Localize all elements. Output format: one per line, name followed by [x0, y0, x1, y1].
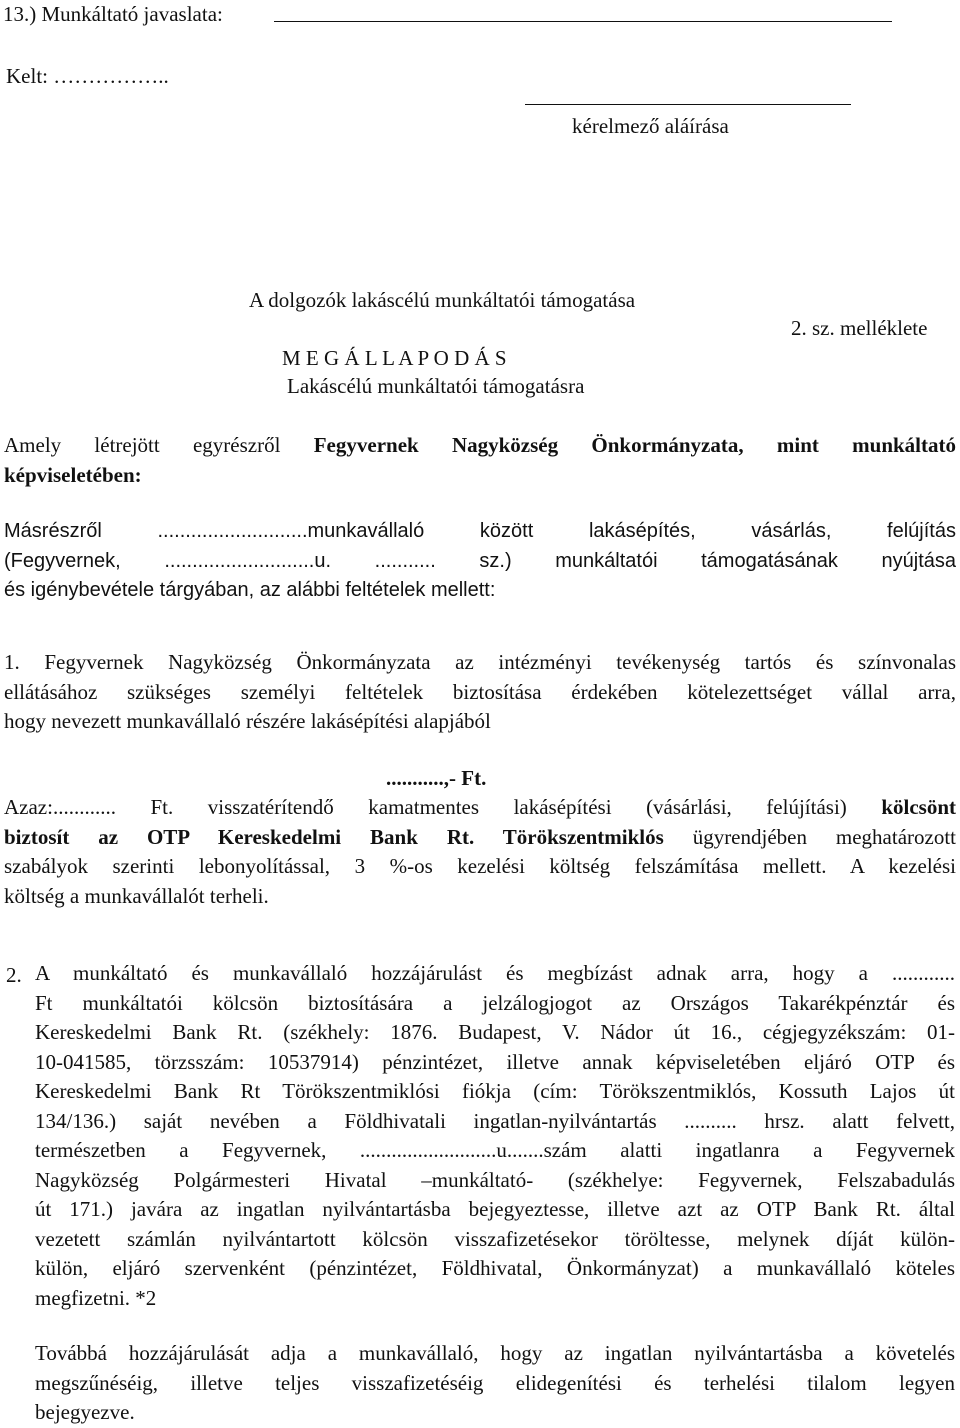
section-2-line: vezetett számlán nyilvántartott kölcsön visszafizetésekor töröltesse, melynek díját külön- [35, 1226, 955, 1251]
section-2-line: Nagyközség Polgármesteri Hivatal –munkáltató- (székhelye: Fegyvernek, Felszabadulás [35, 1167, 955, 1192]
item13-answer-line [274, 21, 892, 22]
section-1-line-7: költség a munkavállalót terheli. [4, 883, 269, 908]
section-2-line: természetben a Fegyvernek, ..........................u.......szám alatti ingatlanra a Fegyvernek [35, 1138, 955, 1162]
section-2-line: út 171.) javára az ingatlan nyilvántartásba bejegyeztesse, illetve azt az OTP Bank Rt. által [35, 1197, 955, 1221]
section-2-line: Ft munkáltatói kölcsön biztosítására a jelzálogjogot az Országos Takarékpénztár és [35, 990, 955, 1015]
section-1-line-1: 1. Fegyvernek Nagyközség Önkormányzata az intézményi tevékenység tartós és színvonalas [4, 650, 956, 674]
azaz-line: Azaz:............ Ft. visszatérítendő kamatmentes lakásépítési (vásárlási, felújítási) kölcsönt [4, 795, 956, 819]
intro-line-1: Amely létrejött egyrészről Fegyvernek Nagyközség Önkormányzata, mint munkáltató [4, 433, 957, 457]
kelt-label: Kelt: …………….. [6, 64, 169, 88]
intro-line-2: képviseletében: [4, 462, 142, 487]
parties-line-2: (Fegyvernek, ...........................u. ........... sz.) munkáltatói támogatásának nyújtása [4, 549, 956, 572]
section-2-line: külön, eljáró szervenként (pénzintézet, Földhivatal, Önkormányzat) a munkavállaló köteles [35, 1256, 955, 1280]
section-1-line-3: hogy nevezett munkavállaló részére lakásépítési alapjából [4, 709, 491, 733]
section-2-line: A munkáltató és munkavállaló hozzájárulást és megbízást adnak arra, hogy a ............ [35, 961, 955, 985]
signature-line [525, 104, 851, 105]
section-1-line-2: ellátásához szükséges személyi feltételek biztosítása érdekében kötelezettséget vállal arra, [4, 679, 956, 704]
parties-paragraph [4, 517, 956, 606]
annex-label: 2. sz. melléklete [791, 316, 928, 340]
item13-label: 13.) Munkáltató javaslata: [3, 2, 223, 26]
signature-caption: kérelmező aláírása [572, 114, 729, 138]
document-subtitle: A dolgozók lakáscélú munkáltatói támogatása [249, 288, 636, 312]
document-title-sub: Lakáscélú munkáltatói támogatásra [287, 374, 585, 398]
section-2-line: megfizetni. *2 [35, 1285, 157, 1310]
section-2-line: Kereskedelmi Bank Rt. (székhely: 1876. Budapest, V. Nádor út 16., cégjegyzékszám: 01- [35, 1020, 955, 1044]
section-2-continuation [35, 1339, 955, 1428]
parties-line-1: Másrészről ...........................munkavállaló között lakásépítés, vásárlás, felújítás [4, 520, 956, 542]
continuation-line: megszűnéséig, illetve teljes visszafizetéséig elidegenítési és terhelési tilalom legyen [35, 1370, 955, 1395]
section-2-line: Kereskedelmi Bank Rt Törökszentmiklósi fiókja (cím: Törökszentmiklós, Kossuth Lajos út [35, 1079, 955, 1103]
section-1-line-5: biztosít az OTP Kereskedelmi Bank Rt. Törökszentmiklós ügyrendjében meghatározott [4, 824, 957, 849]
loan-amount: ...........,- Ft. [386, 766, 487, 790]
continuation-line: Továbbá hozzájárulását adja a munkavállaló, hogy az ingatlan nyilvántartásba a követelés [35, 1341, 955, 1365]
section-1-line-6: szabályok szerinti lebonyolítással, 3 %-os kezelési költség felszámítása mellett. A kezelési [4, 854, 956, 878]
section-2-number: 2. [6, 963, 22, 987]
section-1-paragraph [4, 648, 956, 737]
section-2-line: 10-041585, törzsszám: 10537914) pénzintézet, illetve annak képviseletében eljáró OTP és [35, 1049, 955, 1074]
document-title: M E G Á L L A P O D Á S [282, 346, 507, 370]
section-2-paragraph [35, 959, 955, 1313]
parties-line-3: és igénybevétele tárgyában, az alábbi feltételek mellett: [4, 579, 496, 601]
section-2-line: 134/136.) saját nevében a Földhivatali ingatlan-nyilvántartás .......... hrsz. alatt felvett, [35, 1108, 955, 1133]
continuation-line: bejegyezve. [35, 1400, 135, 1424]
intro-paragraph [4, 431, 956, 490]
section-1-continuation [4, 793, 956, 911]
